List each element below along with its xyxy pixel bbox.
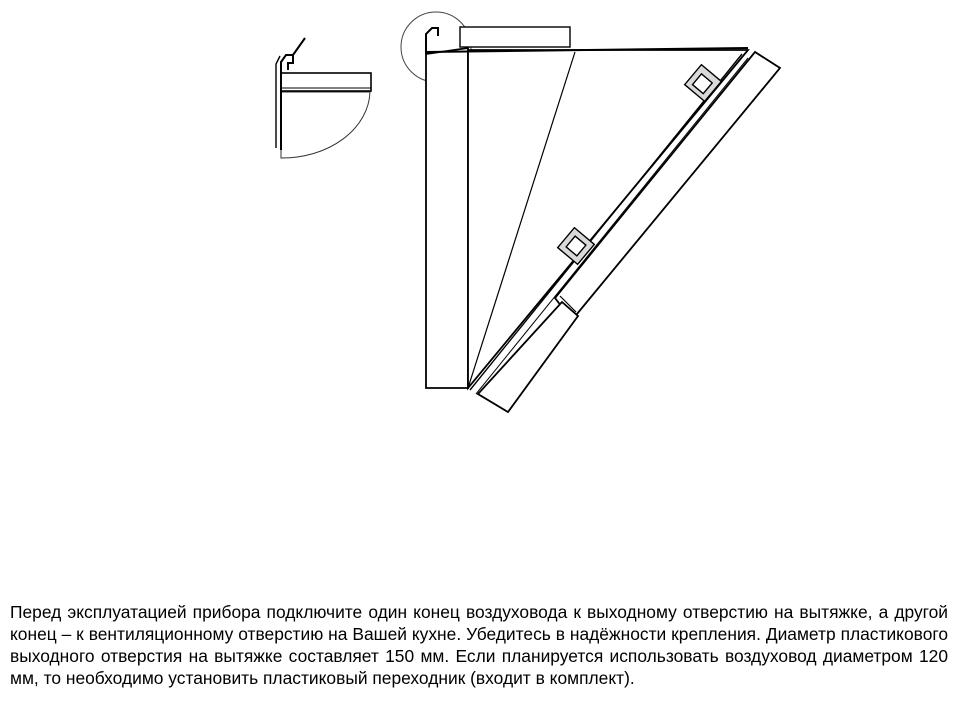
instruction-text: Перед эксплуатацией прибора подключите один конец воздуховода к выходному отверстию на вытяжке, а другой конец – к вентиляционному отверстию на Вашей кухне. Убедитесь в надёжности крепления. Диаметр пластикового выходного отверстия на вытяжке составляет 150 мм. Если планируется использовать воздуховод диаметром 120 мм, то необходимо установить пластиковый переходник (входит в комплект). — [10, 602, 948, 688]
hook-detail-inset — [276, 38, 371, 158]
